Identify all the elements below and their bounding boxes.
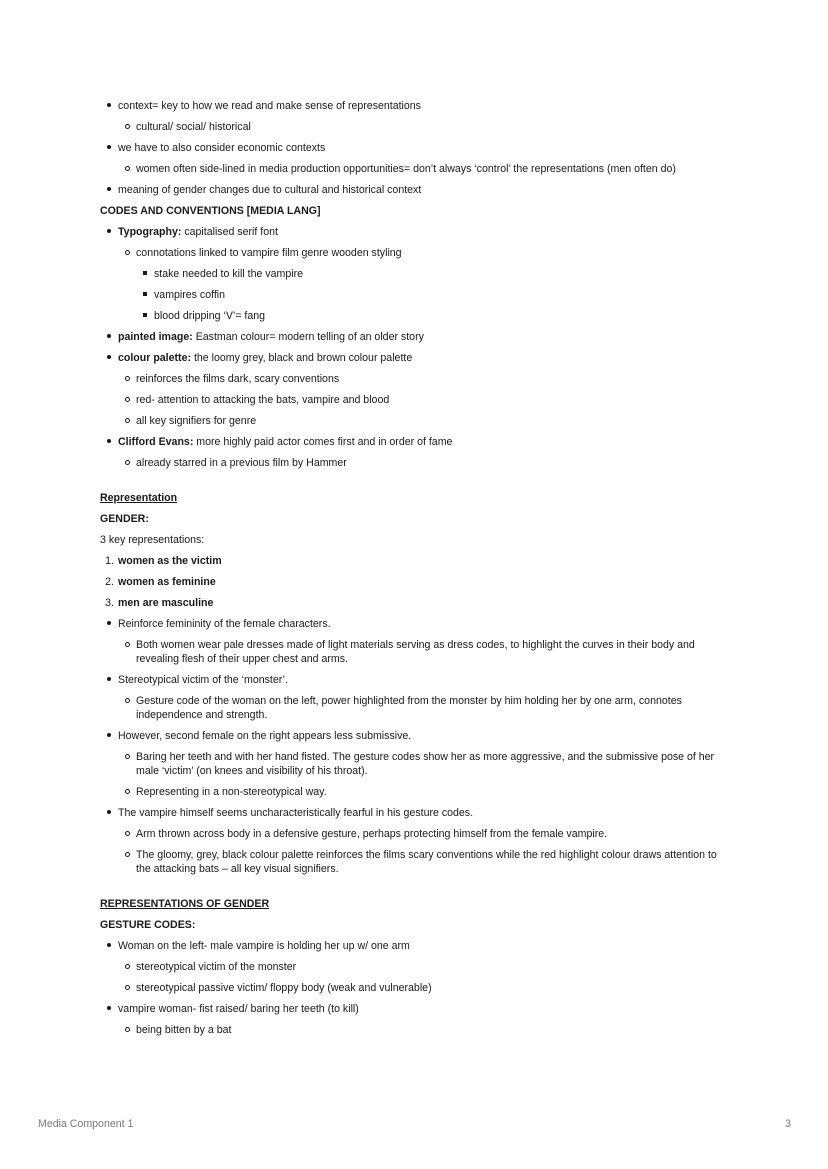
list-item: stereotypical passive victim/ floppy body (weak and vulnerable): [100, 981, 740, 995]
bullet-icon: [104, 806, 114, 820]
bullet-icon: [122, 638, 132, 652]
numbered-item: 3. men are masculine: [105, 597, 214, 609]
list-item: However, second female on the right appears less submissive.: [100, 729, 740, 743]
bullet-icon: [122, 981, 132, 995]
list-item: all key signifiers for genre: [100, 414, 740, 428]
list-item: colour palette: the loomy grey, black and brown colour palette: [100, 351, 740, 365]
list-item: Baring her teeth and with her hand fisted. The gesture codes show her as more aggressive, and the submissive pose of her male ‘victim’ (on knees and visibility of his throat).: [100, 750, 740, 778]
list-item: Both women wear pale dresses made of light materials serving as dress codes, to highlight the curves in their body and revealing flesh of their upper chest and arms.: [100, 638, 740, 666]
codes-heading: CODES AND CONVENTIONS [MEDIA LANG]: [100, 205, 321, 217]
list-item: women often side-lined in media production opportunities= don’t always ‘control’ the representations (men often do): [100, 162, 740, 176]
list-item: cultural/ social/ historical: [100, 120, 740, 134]
list-item: stereotypical victim of the monster: [100, 960, 740, 974]
representation-heading: Representation: [100, 492, 178, 504]
bullet-icon: [104, 225, 114, 239]
gesture-codes-heading: GESTURE CODES:: [100, 919, 196, 931]
bullet-icon: [104, 1002, 114, 1016]
list-item: vampires coffin: [100, 288, 740, 302]
list-item: blood dripping ‘V’= fang: [100, 309, 740, 323]
list-item: reinforces the films dark, scary conventions: [100, 372, 740, 386]
bullet-icon: [140, 267, 150, 281]
bullet-icon: [122, 372, 132, 386]
bullet-icon: [122, 827, 132, 841]
bullet-icon: [122, 393, 132, 407]
bullet-icon: [122, 246, 132, 260]
list-item: connotations linked to vampire film genre wooden styling: [100, 246, 740, 260]
footer-title: Media Component 1: [38, 1118, 134, 1130]
numbered-item: 1. women as the victim: [105, 555, 222, 567]
list-item: vampire woman- fist raised/ baring her teeth (to kill): [100, 1002, 740, 1016]
gender-heading: GENDER:: [100, 513, 149, 525]
bullet-icon: [104, 99, 114, 113]
bullet-icon: [122, 1023, 132, 1037]
bullet-icon: [104, 330, 114, 344]
bullet-icon: [122, 694, 132, 708]
document-body: [100, 99, 740, 1037]
intro-text: 3 key representations:: [100, 534, 205, 546]
bullet-icon: [140, 288, 150, 302]
bullet-icon: [122, 162, 132, 176]
bullet-icon: [104, 939, 114, 953]
list-item: The vampire himself seems uncharacteristically fearful in his gesture codes.: [100, 806, 740, 820]
list-item: Gesture code of the woman on the left, power highlighted from the monster by him holding her by one arm, connotes independence and strength.: [100, 694, 740, 722]
list-item: Stereotypical victim of the ‘monster’.: [100, 673, 740, 687]
list-item: Clifford Evans: more highly paid actor comes first and in order of fame: [100, 435, 740, 449]
bullet-icon: [122, 120, 132, 134]
bullet-icon: [104, 617, 114, 631]
list-item: Arm thrown across body in a defensive gesture, perhaps protecting himself from the female vampire.: [100, 827, 740, 841]
list-item: Reinforce femininity of the female characters.: [100, 617, 740, 631]
list-item: being bitten by a bat: [100, 1023, 740, 1037]
list-item: red- attention to attacking the bats, vampire and blood: [100, 393, 740, 407]
list-item: Representing in a non-stereotypical way.: [100, 785, 740, 799]
list-item: meaning of gender changes due to cultural and historical context: [100, 183, 740, 197]
list-item: stake needed to kill the vampire: [100, 267, 740, 281]
bullet-icon: [122, 785, 132, 799]
numbered-item: 2. women as feminine: [105, 576, 216, 588]
bullet-icon: [122, 414, 132, 428]
bullet-icon: [122, 960, 132, 974]
bullet-icon: [122, 750, 132, 764]
list-item: context= key to how we read and make sense of representations: [100, 99, 740, 113]
bullet-icon: [122, 848, 132, 862]
list-item: The gloomy, grey, black colour palette reinforces the films scary conventions while the red highlight colour draws attention to the attacking bats – all key visual signifiers.: [100, 848, 740, 876]
bullet-icon: [104, 351, 114, 365]
gender-reps-heading: REPRESENTATIONS OF GENDER: [100, 898, 270, 910]
bullet-icon: [104, 141, 114, 155]
page-number: 3: [785, 1118, 791, 1130]
bullet-icon: [140, 309, 150, 323]
bullet-icon: [122, 456, 132, 470]
list-item: already starred in a previous film by Hammer: [100, 456, 740, 470]
list-item: painted image: Eastman colour= modern telling of an older story: [100, 330, 740, 344]
bullet-icon: [104, 673, 114, 687]
bullet-icon: [104, 183, 114, 197]
list-item: Woman on the left- male vampire is holding her up w/ one arm: [100, 939, 740, 953]
bullet-icon: [104, 729, 114, 743]
list-item: we have to also consider economic contexts: [100, 141, 740, 155]
bullet-icon: [104, 435, 114, 449]
list-item: Typography: capitalised serif font: [100, 225, 740, 239]
